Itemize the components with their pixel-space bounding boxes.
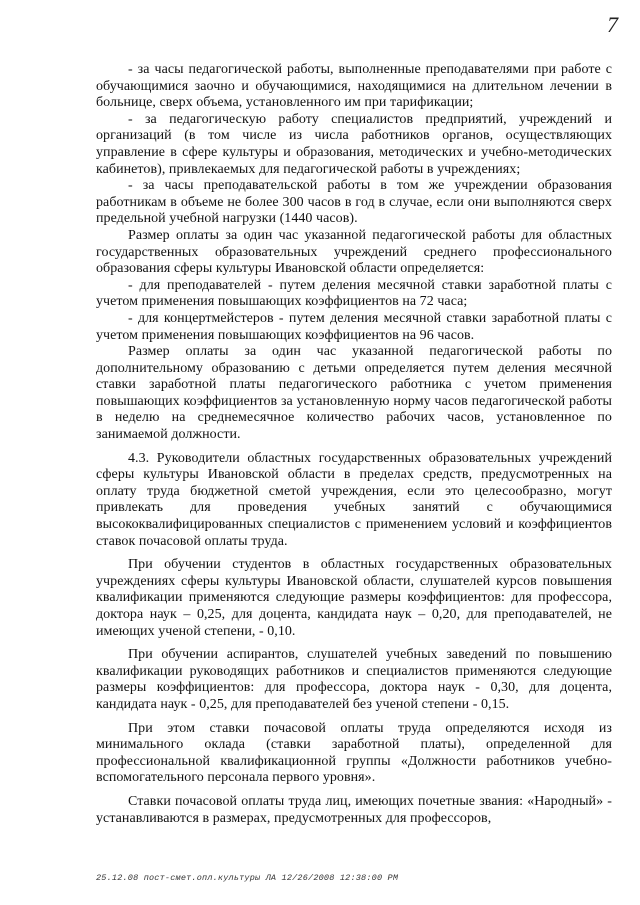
paragraph-correspondence-hours: - за часы педагогической работы, выполненные преподавателями при работе с обучающимися заочно и обучающимися, находящимися на длительном лечении в больнице, сверх объема, установленного им при тарификации; — [96, 62, 612, 111]
paragraph-section-4-3: 4.3. Руководители областных государственных образовательных учреждений сферы культуры Ивановской области в пределах средств, предусмотренных на оплату труда бюджетной сметой учреждения, если это целесообразно, могут привлекать для проведения учебных занятий с обучающимися высококвалифицированных специалистов с применением условий и коэффициентов ставок почасовой оплаты труда. — [96, 450, 612, 549]
page-number: 7 — [607, 12, 618, 37]
paragraph-teachers-rate: - для преподавателей - путем деления месячной ставки заработной платы с учетом применения повышающих коэффициентов на 72 часа; — [96, 277, 612, 310]
paragraph-additional-education: Размер оплаты за один час указанной педагогической работы по дополнительному образованию с детьми определяется путем деления месячной ставки заработной платы педагогического работника с учетом применения повышающих коэффициентов за установленную норму часов педагогической работы в неделю на среднемесячное количество рабочих часов, установленное по занимаемой должности. — [96, 344, 612, 443]
document-footer: 25.12.08 пост-смет.опл.культуры ЛА 12/26/2008 12:38:00 PM — [96, 873, 399, 883]
paragraph-specialists: - за педагогическую работу специалистов предприятий, учреждений и организаций (в том числе из числа работников органов, осуществляющих управление в сфере культуры и образования, методических и учебно-методических кабинетов), привлекаемых для педагогической работы в учреждениях; — [96, 111, 612, 177]
paragraph-teaching-hours: - за часы преподавательской работы в том же учреждении образования работникам в объеме не более 300 часов в год в случае, если они выполняются сверх предельной учебной нагрузки (1440 часов). — [96, 178, 612, 227]
paragraph-minimum-salary: При этом ставки почасовой оплаты труда определяются исходя из минимального оклада (ставки заработной платы), определенной для профессиональной квалификационной группы «Должности работников учебно-вспомогательного персонала первого уровня». — [96, 720, 612, 786]
document-body — [96, 62, 612, 827]
paragraph-honorary-titles: Ставки почасовой оплаты труда лиц, имеющих почетные звания: «Народный» - устанавливаются в размерах, предусмотренных для профессоров, — [96, 793, 612, 826]
paragraph-students-coefficients: При обучении студентов в областных государственных образовательных учреждениях сферы культуры Ивановской области, слушателей курсов повышения квалификации применяются следующие размеры коэффициентов: для профессора, доктора наук – 0,25, для доцента, кандидата наук – 0,20, для преподавателей, не имеющих ученой степени, - 0,10. — [96, 557, 612, 639]
paragraph-hourly-rate-intro: Размер оплаты за один час указанной педагогической работы для областных государственных образовательных учреждений среднего профессионального образования сферы культуры Ивановской области определяется: — [96, 227, 612, 277]
paragraph-accompanists-rate: - для концертмейстеров - путем деления месячной ставки заработной платы с учетом применения повышающих коэффициентов на 96 часов. — [96, 310, 612, 343]
paragraph-postgraduates-coefficients: При обучении аспирантов, слушателей учебных заведений по повышению квалификации руководящих работников и специалистов применяются следующие размеры коэффициентов: для профессора, доктора наук - 0,30, для доцента, кандидата наук - 0,25, для преподавателей без ученой степени - 0,15. — [96, 647, 612, 712]
